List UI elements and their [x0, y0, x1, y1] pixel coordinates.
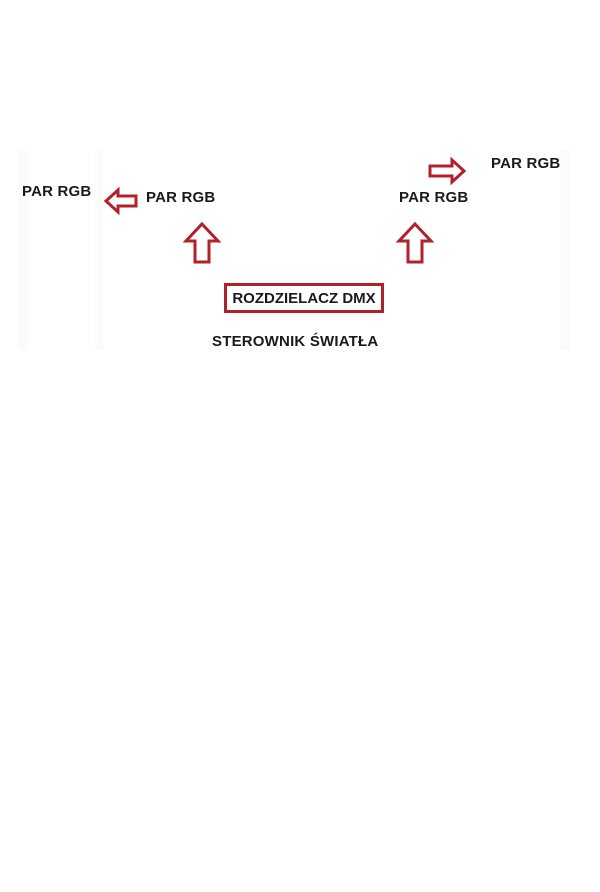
arrow-left-icon — [104, 188, 138, 214]
background-stripe — [95, 150, 103, 350]
par-rgb-far-left-label: PAR RGB — [22, 183, 92, 200]
background-stripe — [18, 150, 28, 350]
par-rgb-right-label: PAR RGB — [399, 189, 469, 206]
arrow-up-right-icon — [397, 222, 433, 264]
par-rgb-far-right-label: PAR RGB — [491, 155, 561, 172]
arrow-right-icon — [428, 158, 466, 184]
par-rgb-left-label: PAR RGB — [146, 189, 216, 206]
background-stripe — [560, 150, 570, 350]
light-controller-label: STEROWNIK ŚWIATŁA — [212, 333, 379, 350]
arrow-up-left-icon — [184, 222, 220, 264]
dmx-splitter-box — [224, 283, 384, 313]
dmx-splitter-label: ROZDZIELACZ DMX — [232, 289, 376, 307]
